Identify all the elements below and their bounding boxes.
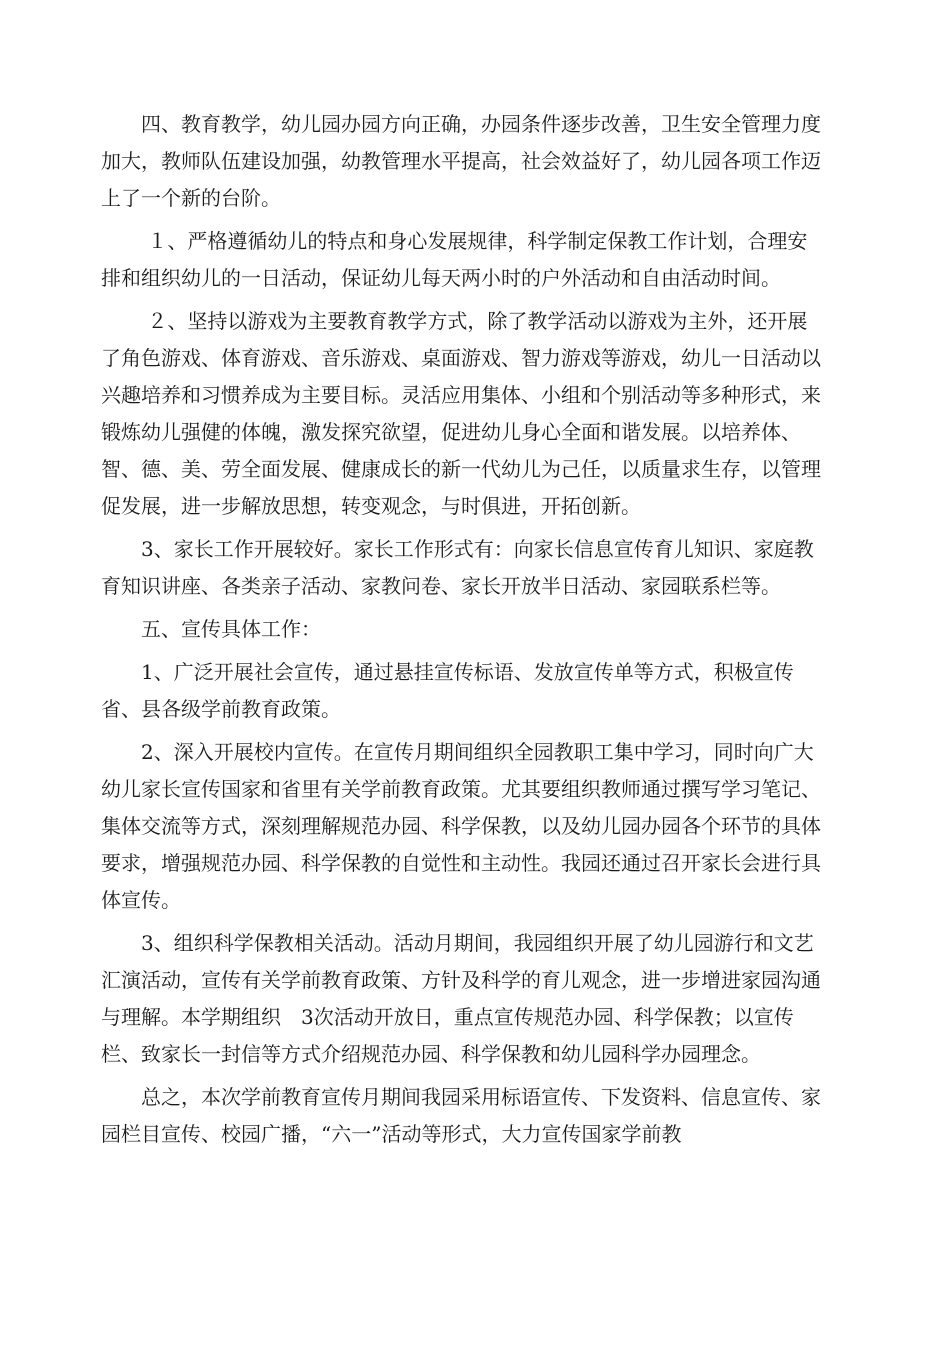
paragraph-item-3-parents: 3、家长工作开展较好。家长工作形式有：向家长信息宣传育儿知识、家庭教育知识讲座、各类亲子活动、家教问卷、家长开放半日活动、家园联系栏等。 (101, 537, 814, 598)
paragraph-publicity-2-campus: 2、深入开展校内宣传。在宣传月期间组织全园教职工集中学习，同时向广大幼儿家长宣传国家和省里有关学前教育政策。尤其要组织教师通过撰写学习笔记、集体交流等方式，深刻理解规范办园、科学保教，以及幼儿园办园各个环节的具体要求，增强规范办园、科学保教的自觉性和主动性。我园还通过召开家长会进行具体宣传。 (101, 740, 821, 912)
document-body (101, 106, 821, 1159)
paragraph-item-2-games: ２、坚持以游戏为主要教育教学方式，除了教学活动以游戏为主外，还开展了角色游戏、体育游戏、音乐游戏、桌面游戏、智力游戏等游戏，幼儿一日活动以兴趣培养和习惯养成为主要目标。灵活应用集体、小组和个别活动等多种形式，来锻炼幼儿强健的体魄，激发探究欲望，促进幼儿身心全面和谐发展。以培养体、智、德、美、劳全面发展、健康成长的新一代幼儿为己任，以质量求生存，以管理促发展，进一步解放思想，转变观念，与时俱进，开拓创新。 (101, 309, 821, 518)
paragraph-education-teaching: 四、教育教学，幼儿园办园方向正确，办园条件逐步改善，卫生安全管理力度加大，教师队伍建设加强，幼教管理水平提高，社会效益好了，幼儿园各项工作迈上了一个新的台阶。 (101, 112, 821, 210)
paragraph-publicity-3-activities: 3、组织科学保教相关活动。活动月期间，我园组织开展了幼儿园游行和文艺汇演活动，宣传有关学前教育政策、方针及科学的育儿观念，进一步增进家园沟通与理解。本学期组织 3次活动开放日，重点宣传规范办园、科学保教；以宣传栏、致家长一封信等方式介绍规范办园、科学保教和幼儿园科学办园理念。 (101, 931, 821, 1066)
paragraph-item-1-schedule: １、严格遵循幼儿的特点和身心发展规律，科学制定保教工作计划，合理安排和组织幼儿的一日活动，保证幼儿每天两小时的户外活动和自由活动时间。 (101, 229, 808, 290)
section-heading-publicity: 五、宣传具体工作： (141, 617, 321, 641)
paragraph-publicity-1-social: 1、广泛开展社会宣传，通过悬挂宣传标语、发放宣传单等方式，积极宣传省、县各级学前教育政策。 (101, 660, 794, 721)
paragraph-summary: 总之，本次学前教育宣传月期间我园采用标语宣传、下发资料、信息宣传、家园栏目宣传、校园广播，“六一”活动等形式，大力宣传国家学前教 (101, 1085, 821, 1146)
